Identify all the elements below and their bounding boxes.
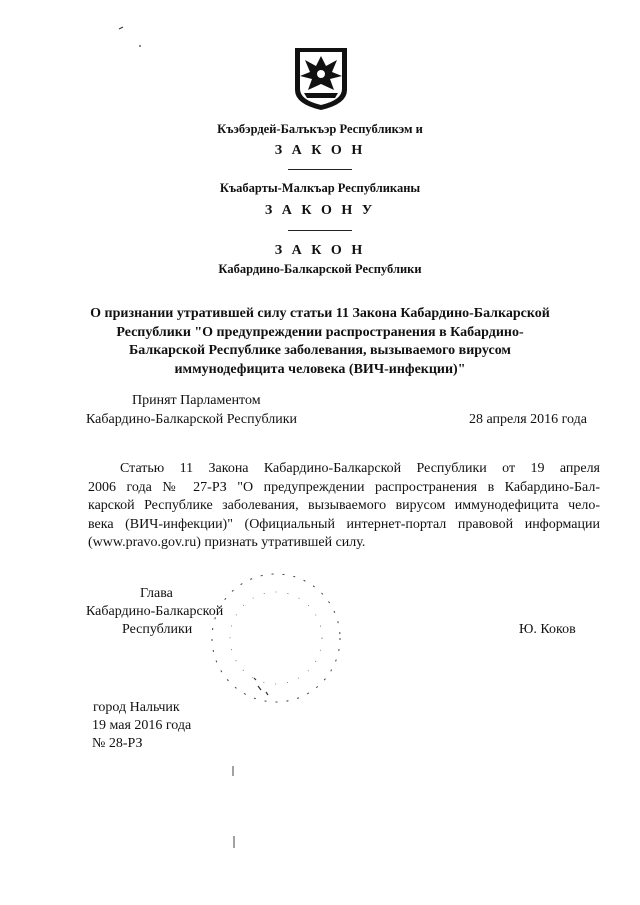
body-line: века (ВИЧ-инфекции)" (Официальный интернет-портал правовой информации bbox=[88, 516, 600, 532]
body-line: 2006 года № 27-РЗ "О предупреждении распространения в Кабардино-Бал- bbox=[88, 479, 600, 495]
signatory-title-line2: Кабардино-Балкарской bbox=[86, 604, 224, 619]
subject-line: иммунодефицита человека (ВИЧ-инфекции)" bbox=[174, 361, 466, 377]
body-line: (www.pravo.gov.ru) признать утратившей силу. bbox=[88, 535, 366, 550]
kabardian-law-title: З А К О Н bbox=[274, 143, 366, 158]
footer-date: 19 мая 2016 года bbox=[92, 718, 192, 733]
body-line: карской Республике заболевания, вызываемого вирусом иммунодефицита чело- bbox=[88, 498, 600, 513]
balkar-law-title: З А К О Н У bbox=[264, 203, 376, 218]
russian-law-title: З А К О Н bbox=[274, 243, 366, 258]
signatory-title-line3: Республики bbox=[122, 622, 193, 637]
adopted-by-line: Принят Парламентом bbox=[132, 393, 261, 408]
footer-law-number: № 28-РЗ bbox=[92, 736, 143, 751]
subject-line: Балкарской Республике заболевания, вызываемого вирусом bbox=[129, 343, 511, 358]
balkar-republic-line: Къабарты-Малкъар Республиканы bbox=[219, 181, 421, 195]
russian-republic-line: Кабардино-Балкарской Республики bbox=[218, 262, 422, 276]
footer-city: город Нальчик bbox=[93, 700, 180, 715]
body-line: Статью 11 Закона Кабардино-Балкарской Республики от 19 апреля bbox=[120, 461, 600, 476]
kabardian-republic-line: Къэбэрдей-Балъкъэр Республикэм и bbox=[217, 122, 423, 136]
subject-line: Республики "О предупреждении распространения в Кабардино- bbox=[116, 324, 524, 340]
signatory-title-line1: Глава bbox=[140, 586, 173, 601]
adoption-date: 28 апреля 2016 года bbox=[469, 412, 587, 427]
signatory-name: Ю. Коков bbox=[519, 622, 576, 637]
adopted-by-parliament: Кабардино-Балкарской Республики bbox=[86, 412, 297, 427]
subject-line: О признании утратившей силу статьи 11 Закона Кабардино-Балкарской bbox=[90, 306, 550, 321]
